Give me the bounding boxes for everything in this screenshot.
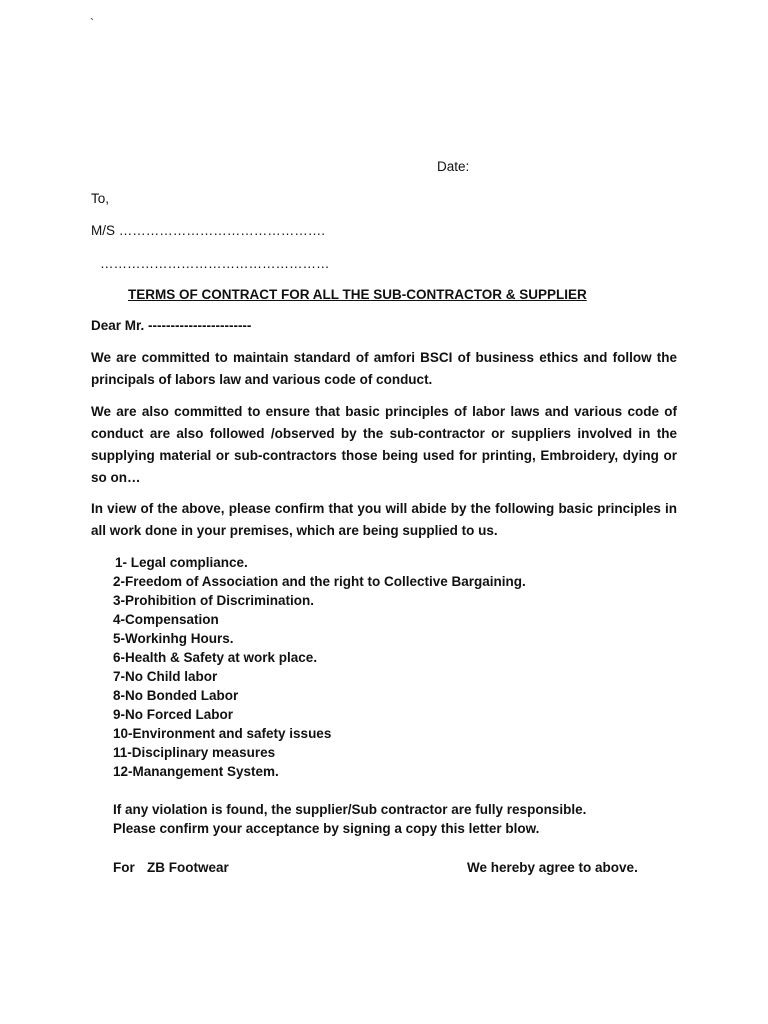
date-label: Date:	[437, 159, 470, 174]
list-item: 3-Prohibition of Discrimination.	[113, 593, 315, 608]
acceptance-note: Please confirm your acceptance by signing a copy this letter blow.	[113, 821, 540, 836]
list-item: 1- Legal compliance.	[115, 555, 248, 570]
letter-title: TERMS OF CONTRACT FOR ALL THE SUB-CONTRACTOR & SUPPLIER	[128, 287, 587, 302]
list-item: 9-No Forced Labor	[113, 707, 234, 722]
for-label: For	[113, 860, 135, 875]
list-item: 12-Manangement System.	[113, 764, 279, 779]
list-item: 7-No Child labor	[113, 669, 218, 684]
to-label: To,	[91, 191, 110, 206]
closing-notes	[113, 800, 586, 838]
list-item: 8-No Bonded Labor	[113, 688, 239, 703]
list-item: 5-Workinhg Hours.	[113, 631, 234, 646]
paragraph-commitment: We are committed to maintain standard of amfori BSCI of business ethics and follow the principals of labors law and various code of conduct.	[91, 350, 677, 387]
list-item: 11-Disciplinary measures	[113, 745, 276, 760]
violation-note: If any violation is found, the supplier/Sub contractor are fully responsible.	[113, 802, 587, 817]
salutation: Dear Mr. -----------------------	[91, 318, 252, 333]
list-item: 6-Health & Safety at work place.	[113, 650, 318, 665]
agreement-line: We hereby agree to above.	[467, 860, 638, 875]
company-name: ZB Footwear	[147, 860, 229, 875]
list-item: 4-Compensation	[113, 612, 219, 627]
principles-list	[113, 553, 526, 781]
paragraph-subcontractor: We are also committed to ensure that basic principles of labor laws and various code of conduct are also followed /observed by the sub-contractor or suppliers involved in the supplying material or sub-contractors those being used for printing, Embroidery, dying or so on…	[91, 404, 677, 485]
address-line: ……………………………………………	[100, 256, 330, 271]
list-item: 10-Environment and safety issues	[113, 726, 332, 741]
paragraph-confirm: In view of the above, please confirm that you will abide by the following basic principles in all work done in your premises, which are being supplied to us.	[91, 501, 677, 538]
list-item: 2-Freedom of Association and the right to Collective Bargaining.	[113, 574, 526, 589]
stray-mark: `	[90, 16, 94, 30]
ms-line: M/S ……………………………………….	[91, 223, 326, 238]
